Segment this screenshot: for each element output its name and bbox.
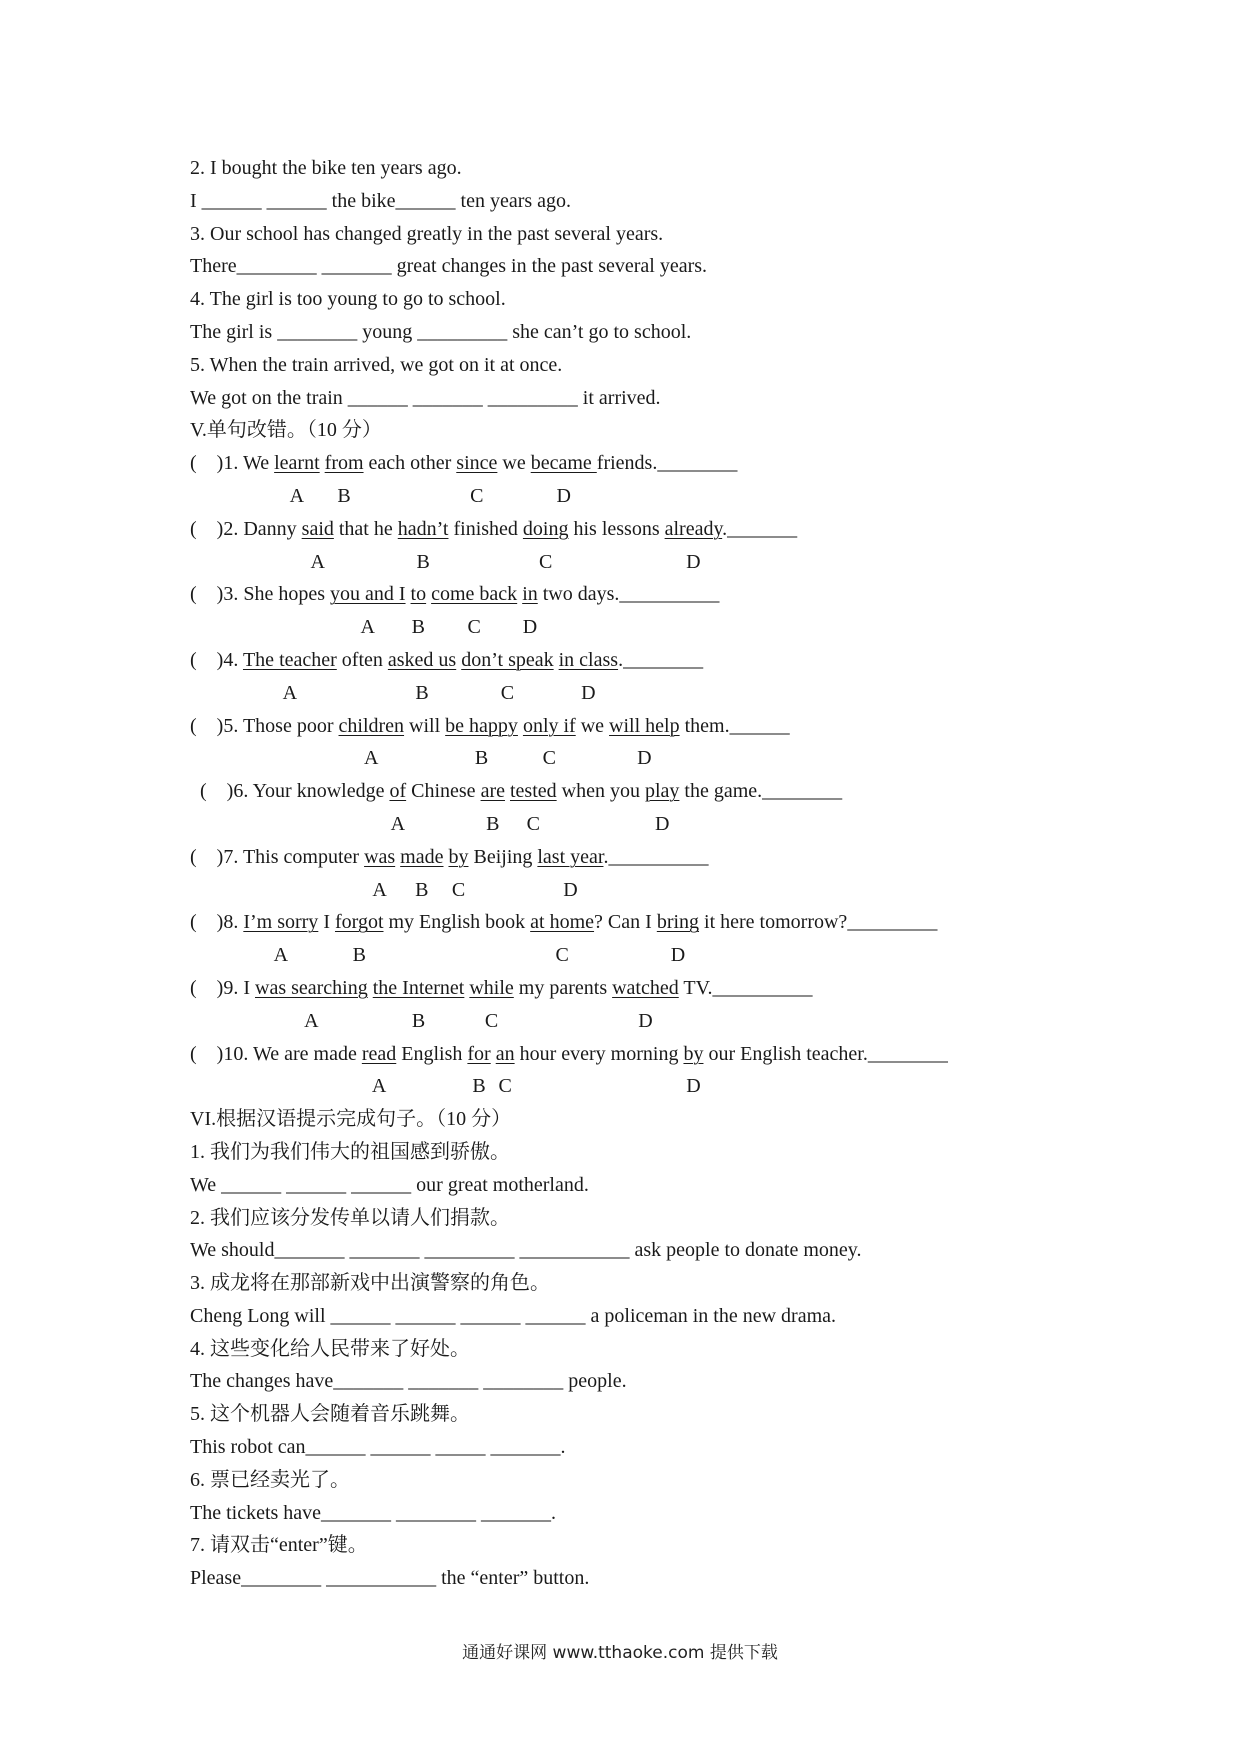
sentence-text: .________ — [618, 648, 704, 671]
choice-letter: C — [484, 1009, 499, 1032]
choice-letters — [190, 874, 1070, 907]
sentence-text: 8. — [223, 911, 244, 934]
choice-letter: A — [304, 1009, 319, 1032]
choice-letter: C — [539, 550, 553, 573]
answer-bracket: ( ) — [190, 845, 224, 868]
underlined-choice: at home — [530, 911, 595, 934]
underlined-choice: was — [364, 845, 396, 868]
sentence-text: ? Can I — [594, 911, 657, 934]
correction-item — [190, 644, 1070, 677]
choice-letter: D — [654, 812, 670, 835]
underlined-choice: the Internet — [372, 976, 465, 999]
choice-letter: B — [415, 681, 429, 704]
underlined-choice: only if — [522, 714, 576, 737]
sentence-text: them.______ — [679, 714, 790, 737]
sentence-text: each other — [363, 452, 457, 475]
correction-item — [190, 775, 1070, 808]
chinese-prompt: 3. 成龙将在那部新戏中出演警察的角色。 — [190, 1272, 550, 1295]
sentence-text: 3. She hopes — [223, 583, 330, 606]
underlined-choice: in class — [558, 648, 619, 671]
english-blank-line: The tickets have_______ ________ _______. — [190, 1501, 557, 1524]
sentence-text: I — [318, 911, 335, 934]
choice-letter: A — [371, 1075, 387, 1098]
choice-letter: C — [526, 812, 540, 835]
underlined-choice: learnt — [274, 452, 320, 475]
sentence-text: that he — [333, 517, 398, 540]
sentence-text: we — [497, 452, 531, 475]
correction-item — [190, 710, 1070, 743]
sentence-text: my parents — [513, 976, 613, 999]
choice-letter: B — [415, 878, 429, 901]
rewrite-q-2: 2. I bought the bike ten years ago. — [190, 157, 462, 179]
section-6-title: VI.根据汉语提示完成句子。（10 分） — [190, 1108, 512, 1131]
answer-bracket: ( ) — [190, 517, 224, 540]
rewrite-a-2: I ______ ______ the bike______ ten years ago. — [190, 189, 572, 212]
sentence-text: TV.__________ — [678, 976, 813, 999]
answer-bracket: ( ) — [190, 452, 224, 475]
choice-letter: B — [474, 747, 489, 770]
choice-letter: D — [670, 944, 686, 967]
choice-letters — [190, 1070, 1070, 1103]
rewrite-q-4: 4. The girl is too young to go to school. — [190, 288, 506, 311]
section-5-title: V.单句改错。（10 分） — [190, 419, 382, 442]
english-blank-line: This robot can______ ______ _____ _______. — [190, 1436, 566, 1459]
rewrite-a-5: We got on the train ______ _______ _________ it arrived. — [190, 386, 661, 409]
underlined-choice: watched — [612, 976, 679, 999]
choice-letter: B — [411, 616, 425, 639]
choice-letters — [190, 677, 1070, 710]
underlined-choice: I’m sorry — [243, 911, 319, 934]
sentence-text: finished — [448, 517, 523, 540]
sentence-text: will — [404, 714, 446, 737]
answer-bracket: ( ) — [190, 583, 224, 606]
correction-item — [190, 1038, 1070, 1071]
choice-letters — [190, 1005, 1070, 1038]
correction-item — [190, 447, 1070, 480]
underlined-choice: bring — [656, 911, 700, 934]
underlined-choice: already — [664, 517, 723, 540]
correction-item — [190, 972, 1070, 1005]
underlined-choice: an — [495, 1042, 515, 1065]
underlined-choice: come back — [431, 583, 518, 606]
underlined-choice: by — [683, 1042, 704, 1065]
choice-letter: B — [486, 812, 500, 835]
choice-letter: D — [638, 1009, 653, 1032]
choice-letter: A — [310, 550, 325, 573]
choice-letters — [190, 611, 1070, 644]
underlined-choice: of — [389, 780, 407, 803]
choice-letter: D — [686, 550, 701, 573]
chinese-prompt: 4. 这些变化给人民带来了好处。 — [190, 1337, 470, 1360]
sentence-text: 10. We are made — [223, 1042, 362, 1065]
choice-letter: D — [563, 878, 578, 901]
choice-letter: D — [581, 681, 596, 704]
underlined-choice: by — [448, 845, 469, 868]
sentence-text: 1. We — [223, 452, 275, 475]
underlined-choice: doing — [522, 517, 569, 540]
underlined-choice: for — [467, 1042, 491, 1065]
underlined-choice: to — [410, 583, 427, 606]
underlined-choice: children — [338, 714, 405, 737]
underlined-choice: read — [361, 1042, 397, 1065]
correction-item — [190, 906, 1070, 939]
choice-letter: C — [498, 1075, 512, 1098]
choice-letters — [190, 546, 1070, 579]
choice-letter: A — [372, 878, 387, 901]
choice-letters — [190, 808, 1070, 841]
english-blank-line: Please________ ___________ the “enter” button. — [190, 1567, 590, 1590]
sentence-text: two days.__________ — [537, 583, 720, 606]
choice-letter: D — [686, 1075, 701, 1098]
chinese-prompt: 1. 我们为我们伟大的祖国感到骄傲。 — [190, 1140, 510, 1163]
choice-letter: C — [470, 484, 484, 507]
correction-item — [190, 578, 1070, 611]
answer-bracket: ( ) — [190, 1042, 224, 1065]
underlined-choice: be happy — [445, 714, 518, 737]
underlined-choice: are — [480, 780, 505, 803]
answer-bracket: ( ) — [190, 714, 224, 737]
underlined-choice: since — [456, 452, 498, 475]
underlined-choice: play — [644, 780, 680, 803]
sentence-text: 4. — [223, 648, 243, 671]
sentence-text: our English teacher.________ — [703, 1042, 948, 1065]
underlined-choice: will help — [609, 714, 680, 737]
underlined-choice: tested — [509, 780, 557, 803]
footer-source: 通通好课网 www.tthaoke.com 提供下载 — [462, 1643, 778, 1663]
choice-letter: B — [352, 944, 366, 967]
sentence-text: the game.________ — [679, 780, 843, 803]
translation-list — [190, 1136, 1070, 1595]
rewrite-a-4: The girl is ________ young _________ she can’t go to school. — [190, 320, 692, 343]
choice-letter: D — [522, 616, 538, 639]
choice-letter: B — [472, 1075, 486, 1098]
sentence-text: 9. I — [223, 976, 255, 999]
english-blank-line: Cheng Long will ______ ______ ______ ______ a policeman in the new drama. — [190, 1304, 837, 1327]
sentence-text: Chinese — [406, 780, 481, 803]
choice-letter: A — [282, 681, 298, 704]
sentence-text: his lessons — [568, 517, 665, 540]
underlined-choice: was searching — [255, 976, 368, 999]
choice-letter: D — [556, 484, 571, 507]
sentence-text: 6. Your knowledge — [233, 780, 390, 803]
chinese-prompt: 6. 票已经卖光了。 — [190, 1468, 350, 1491]
sentence-text: hour every morning — [514, 1042, 684, 1065]
sentence-text: it here tomorrow?_________ — [699, 911, 938, 934]
choice-letter: A — [289, 484, 305, 507]
choice-letters — [190, 939, 1070, 972]
english-blank-line: The changes have_______ _______ ________ people. — [190, 1370, 627, 1393]
answer-bracket: ( ) — [200, 780, 234, 803]
sentence-text: often — [336, 648, 388, 671]
choice-letter: C — [555, 944, 569, 967]
sentence-text: 5. Those poor — [223, 714, 339, 737]
choice-letter: A — [360, 616, 375, 639]
choice-letter: A — [273, 944, 289, 967]
underlined-choice: said — [301, 517, 334, 540]
sentence-text: Beijing — [468, 845, 538, 868]
correction-item — [190, 513, 1070, 546]
choice-letter: C — [500, 681, 515, 704]
answer-bracket: ( ) — [190, 911, 224, 934]
underlined-choice: you and I — [330, 583, 406, 606]
underlined-choice: The teacher — [242, 648, 337, 671]
sentence-text: my English book — [383, 911, 531, 934]
rewrite-a-3: There________ _______ great changes in the past several years. — [190, 255, 708, 278]
answer-bracket: ( ) — [190, 976, 224, 999]
rewrite-q-5: 5. When the train arrived, we got on it at once. — [190, 353, 563, 376]
underlined-choice: forgot — [334, 911, 384, 934]
sentence-text: .__________ — [603, 845, 709, 868]
worksheet — [190, 152, 1070, 1595]
correction-item — [190, 841, 1070, 874]
sentence-text: 7. This computer — [223, 845, 365, 868]
choice-letters — [190, 742, 1070, 775]
underlined-choice: last year — [537, 845, 604, 868]
choice-letters — [190, 480, 1070, 513]
chinese-prompt: 7. 请双击“enter”键。 — [190, 1534, 368, 1557]
underlined-choice: while — [469, 976, 514, 999]
choice-letter: C — [451, 878, 466, 901]
sentence-text: we — [575, 714, 610, 737]
choice-letter: B — [416, 550, 430, 573]
choice-letter: D — [637, 747, 652, 770]
english-blank-line: We should_______ _______ _________ ___________ ask people to donate money. — [190, 1239, 862, 1262]
underlined-choice: in — [522, 583, 538, 606]
underlined-choice: don’t speak — [461, 648, 554, 671]
sentence-text: 2. Danny — [223, 517, 302, 540]
sentence-text: friends.________ — [596, 452, 738, 475]
chinese-prompt: 5. 这个机器人会随着音乐跳舞。 — [190, 1403, 470, 1426]
underlined-choice: became — [530, 452, 597, 475]
rewrite-q-3: 3. Our school has changed greatly in the past several years. — [190, 222, 664, 245]
underlined-choice: from — [324, 452, 364, 475]
english-blank-line: We ______ ______ ______ our great motherland. — [190, 1173, 589, 1196]
underlined-choice: hadn’t — [397, 517, 449, 540]
answer-bracket: ( ) — [190, 648, 224, 671]
choice-letter: A — [390, 812, 406, 835]
underlined-choice: made — [400, 845, 444, 868]
choice-letter: C — [542, 747, 556, 770]
choice-letter: B — [411, 1009, 426, 1032]
choice-letter: A — [364, 747, 379, 770]
underlined-choice: asked us — [387, 648, 457, 671]
choice-letter: B — [337, 484, 351, 507]
chinese-prompt: 2. 我们应该分发传单以请人们捐款。 — [190, 1206, 510, 1229]
sentence-text: when you — [556, 780, 645, 803]
error-correction-list — [190, 447, 1070, 1103]
sentence-text: English — [396, 1042, 468, 1065]
choice-letter: C — [467, 616, 481, 639]
sentence-text: ._______ — [722, 517, 798, 540]
